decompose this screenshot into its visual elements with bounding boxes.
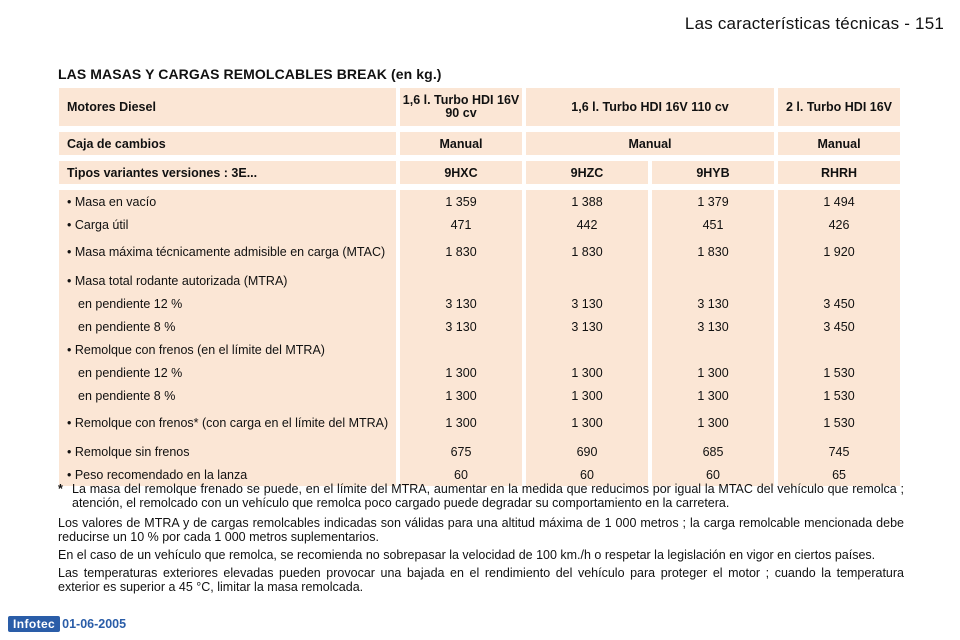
tipos-value: RHRH bbox=[778, 161, 900, 184]
tipos-row bbox=[59, 161, 900, 184]
table-row bbox=[59, 315, 900, 338]
motor-col-4: 2 l. Turbo HDI 16V bbox=[778, 88, 900, 126]
cell-value: 3 130 bbox=[652, 315, 774, 338]
note-paragraph: Las temperaturas exteriores elevadas pueden provocar una bajada en el rendimiento del vehículo para proteger el motor ; cuando la temperatura exterior es superior a 45 °C, limitar la masa remolcada. bbox=[58, 566, 904, 594]
caja-label: Caja de cambios bbox=[59, 132, 396, 155]
motor-row bbox=[59, 88, 900, 126]
row-label: • Remolque sin frenos bbox=[59, 440, 396, 463]
cell-value: 451 bbox=[652, 213, 774, 236]
notes bbox=[58, 482, 904, 598]
tipos-value: 9HZC bbox=[526, 161, 648, 184]
row-label: en pendiente 12 % bbox=[59, 292, 396, 315]
table-row bbox=[59, 338, 900, 361]
cell-value: 685 bbox=[652, 440, 774, 463]
cell-value: 1 359 bbox=[400, 190, 522, 213]
motor-label: Motores Diesel bbox=[59, 88, 396, 126]
cell-value bbox=[778, 338, 900, 361]
caja-col-4: Manual bbox=[778, 132, 900, 155]
cell-value: 60 bbox=[652, 463, 774, 486]
footer-date: 01-06-2005 bbox=[62, 617, 127, 631]
cell-value: 3 130 bbox=[526, 315, 648, 338]
cell-value: 1 300 bbox=[652, 407, 774, 440]
cell-value: 60 bbox=[526, 463, 648, 486]
cell-value bbox=[652, 338, 774, 361]
footnote bbox=[58, 482, 904, 510]
cell-value: 690 bbox=[526, 440, 648, 463]
cell-value: 1 830 bbox=[526, 236, 648, 269]
row-label: • Masa total rodante autorizada (MTRA) bbox=[59, 269, 396, 292]
cell-value: 1 300 bbox=[400, 407, 522, 440]
row-label: en pendiente 12 % bbox=[59, 361, 396, 384]
cell-value: 471 bbox=[400, 213, 522, 236]
cell-value: 1 300 bbox=[526, 407, 648, 440]
table-row bbox=[59, 407, 900, 440]
cell-value: 1 300 bbox=[526, 361, 648, 384]
cell-value: 3 450 bbox=[778, 315, 900, 338]
footnote-marker: * bbox=[58, 482, 63, 496]
table-row bbox=[59, 213, 900, 236]
row-label: en pendiente 8 % bbox=[59, 384, 396, 407]
cell-value: 745 bbox=[778, 440, 900, 463]
cell-value: 1 830 bbox=[652, 236, 774, 269]
caja-row bbox=[59, 132, 900, 155]
cell-value: 1 530 bbox=[778, 361, 900, 384]
section-title: LAS MASAS Y CARGAS REMOLCABLES BREAK (en kg.) bbox=[58, 66, 442, 82]
table-row bbox=[59, 190, 900, 213]
cell-value: 3 450 bbox=[778, 292, 900, 315]
row-label: • Remolque con frenos* (con carga en el límite del MTRA) bbox=[67, 416, 389, 430]
cell-value: 1 300 bbox=[400, 384, 522, 407]
row-label: • Masa máxima técnicamente admisible en carga (MTAC) bbox=[67, 245, 386, 259]
cell-value: 1 530 bbox=[778, 407, 900, 440]
cell-value: 3 130 bbox=[400, 315, 522, 338]
table-row bbox=[59, 269, 900, 292]
row-label: • Carga útil bbox=[59, 213, 396, 236]
cell-value: 1 300 bbox=[400, 361, 522, 384]
footnote-text: La masa del remolque frenado se puede, en el límite del MTRA, aumentar en la medida que reducimos por igual la MTAC del vehículo que remolca ; atención, el remolcado con un vehículo que remolca poco cargado puede degradar su comportamiento en la carretera. bbox=[72, 482, 904, 510]
cell-value: 3 130 bbox=[526, 292, 648, 315]
note-paragraph: Los valores de MTRA y de cargas remolcables indicadas son válidas para una altitud máxima de 1 000 metros ; la carga remolcable mencionada debe reducirse un 10 % por cada 1 000 metros suplementarios. bbox=[58, 516, 904, 544]
cell-value bbox=[526, 269, 648, 292]
infotec-logo: Infotec bbox=[8, 616, 60, 632]
tipos-value: 9HXC bbox=[400, 161, 522, 184]
cell-value: 1 530 bbox=[778, 384, 900, 407]
table-row bbox=[59, 236, 900, 269]
table-row bbox=[59, 361, 900, 384]
table-row bbox=[59, 384, 900, 407]
cell-value bbox=[526, 338, 648, 361]
cell-value: 442 bbox=[526, 213, 648, 236]
cell-value: 1 388 bbox=[526, 190, 648, 213]
cell-value bbox=[652, 269, 774, 292]
row-label: • Masa en vacío bbox=[59, 190, 396, 213]
motor-col-2-3: 1,6 l. Turbo HDI 16V 110 cv bbox=[526, 88, 774, 126]
cell-value bbox=[778, 269, 900, 292]
cell-value: 1 300 bbox=[652, 384, 774, 407]
cell-value: 426 bbox=[778, 213, 900, 236]
tipos-value: 9HYB bbox=[652, 161, 774, 184]
cell-value: 1 830 bbox=[400, 236, 522, 269]
row-label: • Peso recomendado en la lanza bbox=[59, 463, 396, 486]
tipos-label: Tipos variantes versiones : 3E... bbox=[59, 161, 396, 184]
cell-value: 60 bbox=[400, 463, 522, 486]
cell-value: 1 300 bbox=[526, 384, 648, 407]
spec-table bbox=[55, 88, 904, 486]
cell-value: 1 300 bbox=[652, 361, 774, 384]
caja-col-1: Manual bbox=[400, 132, 522, 155]
table-row bbox=[59, 440, 900, 463]
cell-value bbox=[400, 338, 522, 361]
note-paragraph: En el caso de un vehículo que remolca, se recomienda no sobrepasar la velocidad de 100 km./h o respetar la legislación en vigor en ciertos países. bbox=[58, 548, 876, 562]
cell-value: 65 bbox=[778, 463, 900, 486]
row-label: • Remolque con frenos (en el límite del MTRA) bbox=[59, 338, 396, 361]
caja-col-2-3: Manual bbox=[526, 132, 774, 155]
row-label: en pendiente 8 % bbox=[59, 315, 396, 338]
cell-value: 675 bbox=[400, 440, 522, 463]
table-row bbox=[59, 292, 900, 315]
cell-value: 1 494 bbox=[778, 190, 900, 213]
cell-value: 3 130 bbox=[652, 292, 774, 315]
page-header: Las características técnicas - 151 bbox=[684, 14, 944, 33]
cell-value: 3 130 bbox=[400, 292, 522, 315]
motor-col-1: 1,6 l. Turbo HDI 16V 90 cv bbox=[400, 88, 522, 126]
cell-value bbox=[400, 269, 522, 292]
footer bbox=[8, 616, 126, 632]
cell-value: 1 379 bbox=[652, 190, 774, 213]
cell-value: 1 920 bbox=[778, 236, 900, 269]
